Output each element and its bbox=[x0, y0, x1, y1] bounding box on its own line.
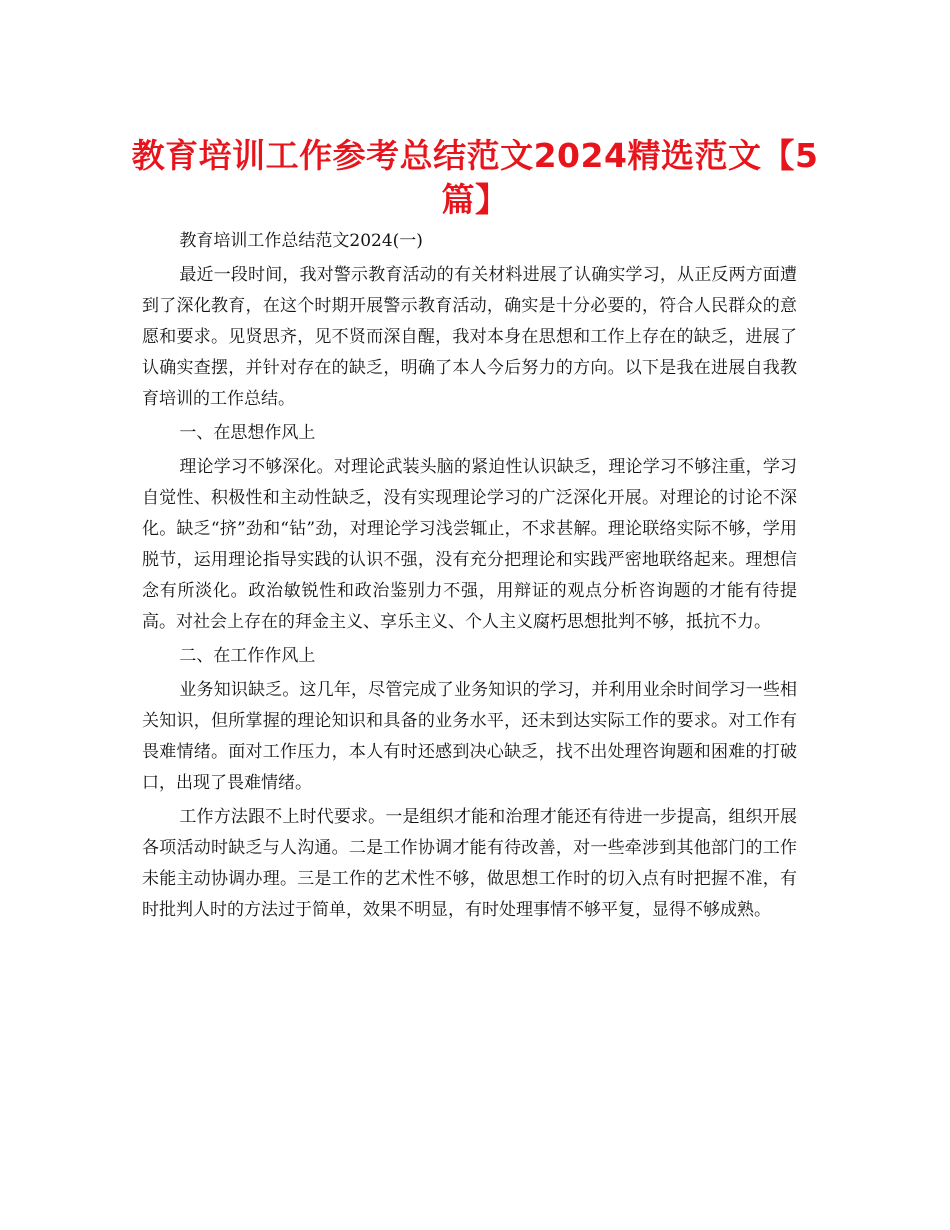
section-heading-work-style: 二、在工作作风上 bbox=[179, 646, 316, 666]
paragraph-business-knowledge: 业务知识缺乏。这几年，尽管完成了业务知识的学习，并利用业余时间学习一些相关知识，但所掌握的理论知识和具备的业务水平，还未到达实际工作的要求。对工作有畏难情绪。面对工作压力，本人有时还感到决心缺乏，找不出处理咨询题和困难的打破口，出现了畏难情绪。 bbox=[142, 680, 797, 793]
paragraph-theory-study: 理论学习不够深化。对理论武装头脑的紧迫性认识缺乏，理论学习不够注重，学习自觉性、积极性和主动性缺乏，没有实现理论学习的广泛深化开展。对理论的讨论不深化。缺乏“挤”劲和“钻”劲，对理论学习浅尝辄止，不求甚解。理论联络实际不够，学用脱节，运用理论指导实践的认识不强，没有充分把理论和实践严密地联络起来。理想信念有所淡化。政治敏锐性和政治鉴别力不强，用辩证的观点分析咨询题的才能有待提高。对社会上存在的拜金主义、享乐主义、个人主义腐朽思想批判不够，抵抗不力。 bbox=[142, 457, 797, 632]
section-heading-thinking-style: 一、在思想作风上 bbox=[179, 423, 316, 443]
section-heading-article-1: 教育培训工作总结范文2024(一) bbox=[179, 231, 423, 251]
paragraph-intro: 最近一段时间，我对警示教育活动的有关材料进展了认确实学习，从正反两方面遭到了深化教育，在这个时期开展警示教育活动，确实是十分必要的，符合人民群众的意愿和要求。见贤思齐，见不贤而深自醒，我对本身在思想和工作上存在的缺乏，进展了认确实查摆，并针对存在的缺乏，明确了本人今后努力的方向。以下是我在进展自我教育培训的工作总结。 bbox=[142, 265, 797, 409]
document-body bbox=[142, 226, 797, 929]
document-title: 教育培训工作参考总结范文2024精选范文【5篇】 bbox=[131, 136, 819, 219]
paragraph-work-methods: 工作方法跟不上时代要求。一是组织才能和治理才能还有待进一步提高，组织开展各项活动时缺乏与人沟通。二是工作协调才能有待改善，对一些牵涉到其他部门的工作未能主动协调办理。三是工作的艺术性不够，做思想工作时的切入点有时把握不准，有时批判人时的方法过于简单，效果不明显，有时处理事情不够平复，显得不够成熟。 bbox=[142, 807, 797, 920]
